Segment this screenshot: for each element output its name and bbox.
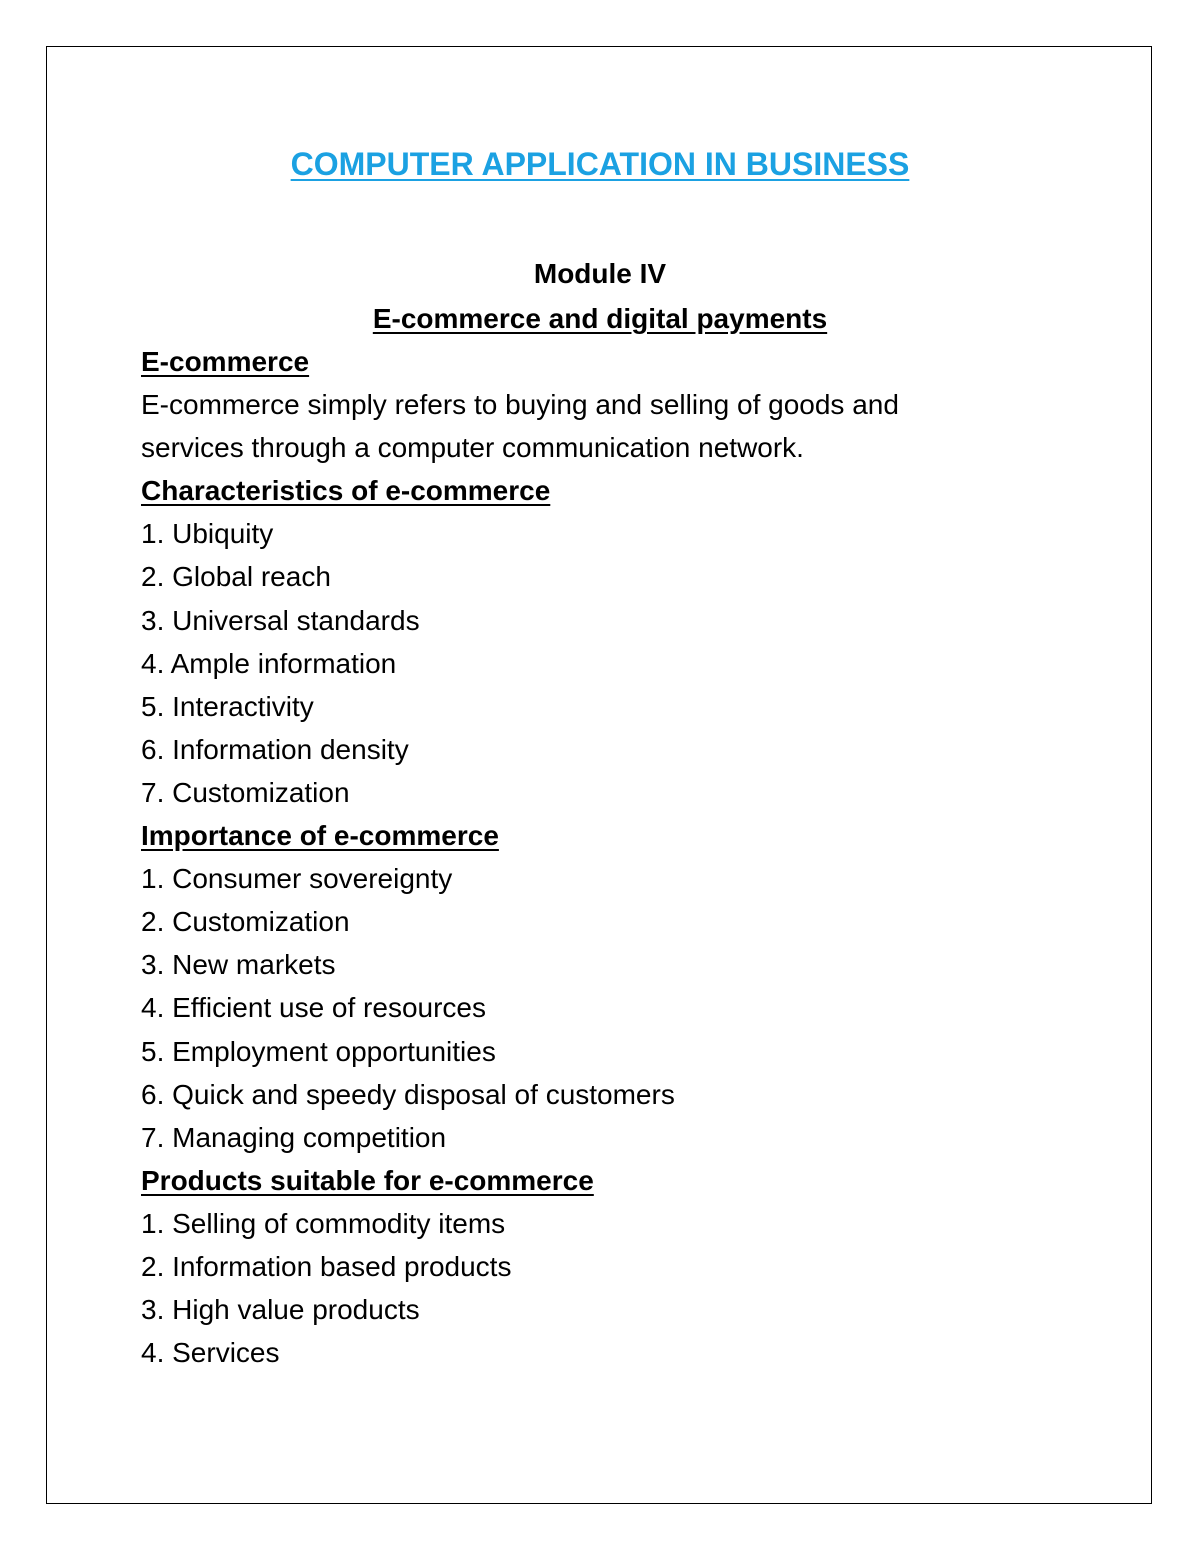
document-title-text: COMPUTER APPLICATION IN BUSINESS xyxy=(290,146,910,182)
list-item: 3. Universal standards xyxy=(141,604,420,636)
list-item: 4. Efficient use of resources xyxy=(141,992,486,1024)
list-item: 3. New markets xyxy=(141,949,336,981)
list-item: 5. Employment opportunities xyxy=(141,1035,496,1067)
list-item: 1. Ubiquity xyxy=(141,518,274,550)
list-item: 7. Customization xyxy=(141,776,350,808)
module-label: Module IV xyxy=(533,258,667,289)
module-subtitle xyxy=(0,297,1200,340)
list-item: 2. Customization xyxy=(141,906,350,938)
list-item: 4. Services xyxy=(141,1337,280,1369)
list-item: 5. Interactivity xyxy=(141,690,314,722)
section-products xyxy=(141,1159,1101,1374)
module-subtitle-text: E-commerce and digital payments xyxy=(372,303,828,334)
section-ecommerce xyxy=(141,340,1101,469)
list-item: 1. Selling of commodity items xyxy=(141,1207,506,1239)
paragraph-line: services through a computer communication network. xyxy=(141,432,804,464)
list-item: 2. Information based products xyxy=(141,1250,512,1282)
section-heading: E-commerce xyxy=(141,346,310,377)
document-body xyxy=(141,340,1101,1374)
section-heading: Characteristics of e-commerce xyxy=(141,475,551,507)
list-item: 2. Global reach xyxy=(141,561,331,593)
paragraph-line: E-commerce simply refers to buying and selling of goods and xyxy=(141,389,899,421)
section-characteristics xyxy=(141,469,1101,814)
list-item: 7. Managing competition xyxy=(141,1121,447,1153)
list-item: 3. High value products xyxy=(141,1294,420,1326)
document-title xyxy=(0,142,1200,186)
list-item: 6. Quick and speedy disposal of customers xyxy=(141,1078,675,1110)
section-heading: Importance of e-commerce xyxy=(141,820,499,852)
section-importance xyxy=(141,814,1101,1159)
list-item: 6. Information density xyxy=(141,733,409,765)
list-item: 4. Ample information xyxy=(141,647,397,679)
list-item: 1. Consumer sovereignty xyxy=(141,863,453,895)
section-heading: Products suitable for e-commerce xyxy=(141,1164,594,1196)
